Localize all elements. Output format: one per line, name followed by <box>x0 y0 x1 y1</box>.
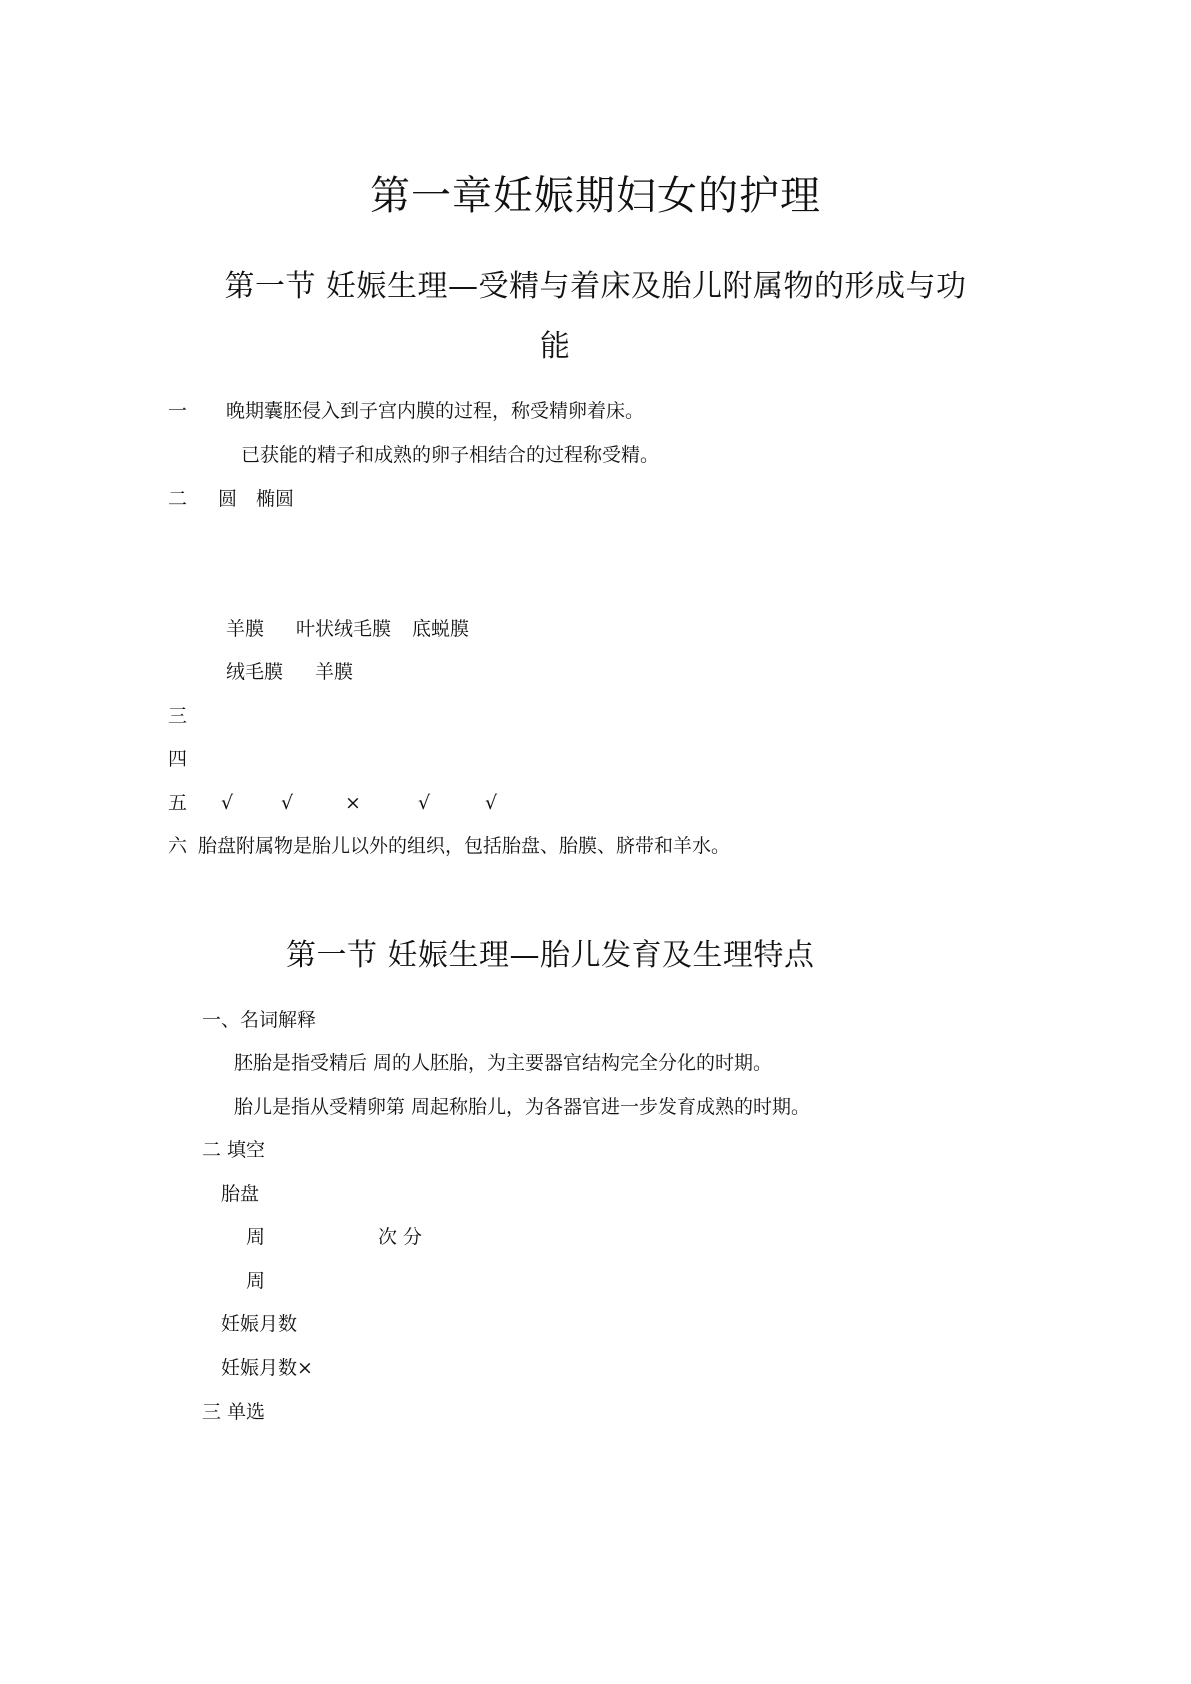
item6-text: 胎盘附属物是胎儿以外的组织，包括胎盘、胎膜、脐带和羊水。 <box>198 835 731 857</box>
item1-number: 一 <box>168 400 188 422</box>
fill-answer-5: 妊娠月数× <box>221 1357 313 1379</box>
section2-part3-label: 三 单选 <box>202 1401 266 1423</box>
fill-answer-2a: 周 <box>246 1226 266 1248</box>
item2-answer-b: 椭圆 <box>256 488 295 510</box>
membrane-3: 底蜕膜 <box>412 618 470 640</box>
definition-fetus: 胎儿是指从受精卵第 周起称胎儿，为各器官进一步发育成熟的时期。 <box>234 1096 811 1118</box>
item5-mark-4: √ <box>418 792 431 814</box>
item3-number: 三 <box>168 705 188 727</box>
item1-text2: 已获能的精子和成熟的卵子相结合的过程称受精。 <box>241 444 660 466</box>
membrane-5: 羊膜 <box>315 661 354 683</box>
fill-answer-2b: 次 分 <box>378 1226 423 1248</box>
membrane-4: 绒毛膜 <box>226 661 284 683</box>
section2-part2-label: 二 填空 <box>202 1139 266 1161</box>
item5-mark-2: √ <box>281 792 294 814</box>
item4-number: 四 <box>168 748 188 770</box>
section1-heading-line2: 能 <box>540 329 571 364</box>
fill-answer-3: 周 <box>246 1270 266 1292</box>
fill-answer-4: 妊娠月数 <box>221 1313 298 1335</box>
item5-mark-5: √ <box>485 792 498 814</box>
definition-embryo: 胚胎是指受精后 周的人胚胎，为主要器官结构完全分化的时期。 <box>234 1052 773 1074</box>
membrane-1: 羊膜 <box>226 618 265 640</box>
chapter-title: 第一章妊娠期妇女的护理 <box>370 173 821 219</box>
item5-mark-1: √ <box>221 792 234 814</box>
section2-heading: 第一节 妊娠生理—胎儿发育及生理特点 <box>286 938 815 973</box>
membrane-2: 叶状绒毛膜 <box>296 618 392 640</box>
item1-text1: 晚期囊胚侵入到子宫内膜的过程，称受精卵着床。 <box>226 400 645 422</box>
section2-part1-label: 一、名词解释 <box>202 1009 317 1031</box>
fill-answer-1: 胎盘 <box>221 1183 260 1205</box>
item5-number: 五 <box>168 792 188 814</box>
item2-number: 二 <box>168 488 188 510</box>
item5-mark-3: × <box>345 792 361 814</box>
section1-heading-line1: 第一节 妊娠生理—受精与着床及胎儿附属物的形成与功 <box>224 269 967 304</box>
item6-number: 六 <box>168 835 188 857</box>
item2-answer-a: 圆 <box>218 488 238 510</box>
